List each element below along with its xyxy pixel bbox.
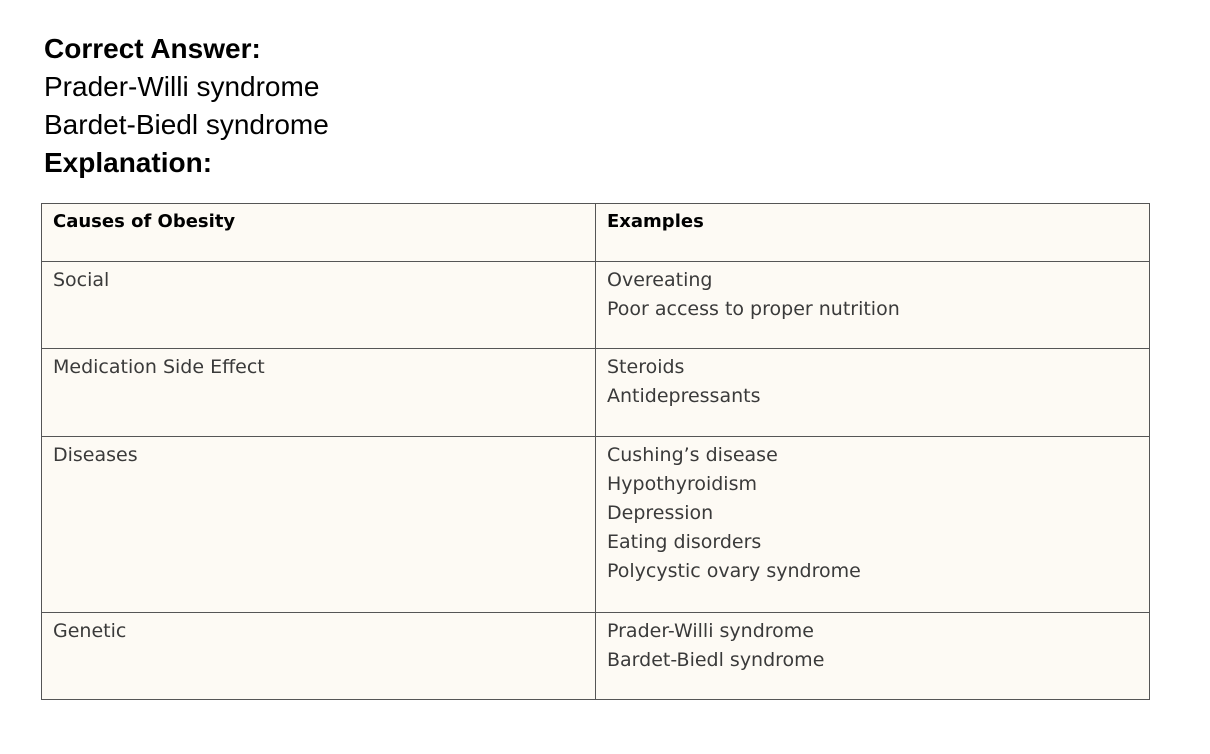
example-item: Antidepressants	[607, 385, 761, 407]
answer-item: Bardet-Biedl syndrome	[44, 109, 329, 140]
table-header-row	[42, 204, 1150, 262]
table-row	[42, 437, 1150, 613]
cause-cell: Social	[42, 262, 596, 349]
example-item: Cushing’s disease	[607, 444, 778, 466]
example-item: Depression	[607, 502, 714, 524]
explanation-heading: Explanation:	[44, 147, 213, 178]
cause-cell: Genetic	[42, 613, 596, 700]
answer-block	[44, 30, 329, 182]
header-causes: Causes of Obesity	[42, 204, 596, 262]
example-item: Hypothyroidism	[607, 473, 757, 495]
table-row	[42, 613, 1150, 700]
examples-cell	[596, 349, 1150, 437]
header-examples: Examples	[596, 204, 1150, 262]
examples-cell	[596, 613, 1150, 700]
correct-answer-heading: Correct Answer:	[44, 33, 261, 64]
cause-cell: Diseases	[42, 437, 596, 613]
examples-cell	[596, 437, 1150, 613]
examples-cell	[596, 262, 1150, 349]
table-row	[42, 349, 1150, 437]
example-item: Bardet-Biedl syndrome	[607, 649, 825, 671]
cause-cell: Medication Side Effect	[42, 349, 596, 437]
table-row	[42, 262, 1150, 349]
obesity-causes-table	[41, 203, 1150, 700]
example-item: Eating disorders	[607, 531, 762, 553]
example-item: Polycystic ovary syndrome	[607, 560, 861, 582]
example-item: Overeating	[607, 269, 713, 291]
example-item: Steroids	[607, 356, 685, 378]
answer-item: Prader-Willi syndrome	[44, 71, 320, 102]
example-item: Prader-Willi syndrome	[607, 620, 814, 642]
example-item: Poor access to proper nutrition	[607, 298, 900, 320]
